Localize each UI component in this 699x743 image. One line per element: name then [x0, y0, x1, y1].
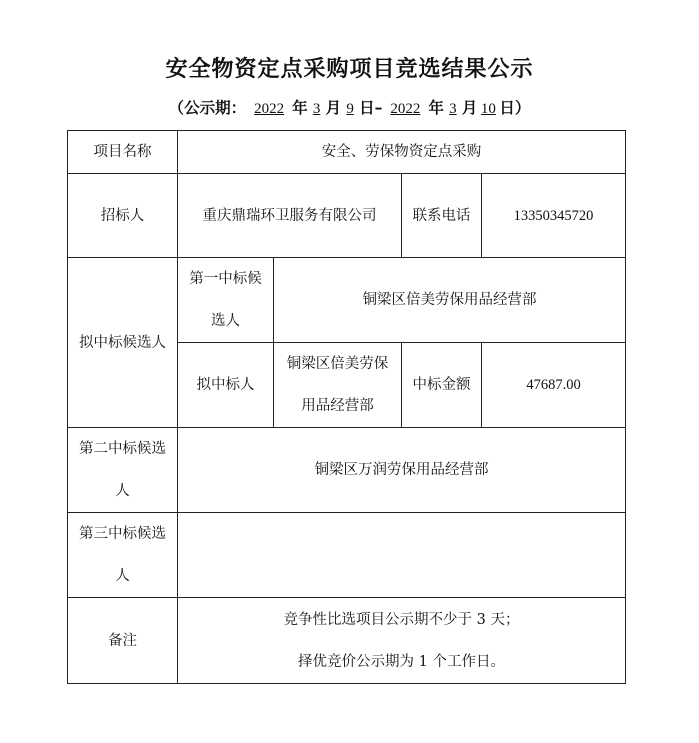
proposed-winner-value: 铜梁区倍美劳保用品经营部	[274, 343, 402, 428]
tenderer-label: 招标人	[68, 174, 178, 258]
project-name-value: 安全、劳保物资定点采购	[178, 131, 626, 174]
month-char: 月	[325, 98, 342, 117]
table-row	[68, 131, 626, 174]
page-title: 安全物资定点采购项目竞选结果公示	[165, 56, 534, 82]
end-day: 10	[480, 101, 496, 117]
first-candidate-label: 第一中标候选人	[178, 258, 274, 343]
remarks-label: 备注	[68, 598, 178, 684]
start-day: 9	[346, 101, 354, 117]
publicity-period	[0, 96, 699, 118]
start-year: 2022	[254, 101, 285, 117]
second-candidate-value: 铜梁区万润劳保用品经营部	[178, 428, 626, 513]
contact-phone-label: 联系电话	[402, 174, 482, 258]
table-row	[68, 258, 626, 343]
third-candidate-label: 第三中标候选人	[68, 513, 178, 598]
table-row	[68, 428, 626, 513]
proposed-candidate-label: 拟中标候选人	[68, 258, 178, 428]
remarks-line: 竞争性比选项目公示期不少于 3 天；	[283, 611, 520, 628]
second-candidate-label: 第二中标候选人	[68, 428, 178, 513]
table-row	[68, 174, 626, 258]
first-candidate-value: 铜梁区倍美劳保用品经营部	[274, 258, 626, 343]
table-row	[68, 513, 626, 598]
contact-phone-value: 13350345720	[482, 174, 626, 258]
tenderer-value: 重庆鼎瑞环卫服务有限公司	[178, 174, 402, 258]
table-row	[68, 598, 626, 684]
project-name-label: 项目名称	[68, 131, 178, 174]
remarks-value	[178, 598, 626, 684]
month-char: 月	[461, 98, 478, 117]
year-char: 年	[428, 98, 444, 117]
result-table	[67, 130, 626, 684]
third-candidate-value	[178, 513, 626, 598]
bid-amount-label: 中标金额	[402, 343, 482, 428]
year-char: 年	[292, 98, 308, 117]
start-month: 3	[312, 101, 321, 117]
day-char: 日	[499, 98, 515, 117]
day-char: 日	[359, 98, 375, 117]
date-dash: –	[374, 98, 383, 117]
end-year: 2022	[390, 101, 421, 117]
open-paren: （	[168, 98, 185, 117]
remarks-line: 择优竞价公示期为 1 个工作日。	[298, 653, 505, 670]
bid-amount-value: 47687.00	[482, 343, 626, 428]
proposed-winner-label: 拟中标人	[178, 343, 274, 428]
close-paren: ）	[514, 98, 531, 117]
end-month: 3	[449, 101, 457, 117]
period-label: 公示期：	[184, 98, 247, 117]
